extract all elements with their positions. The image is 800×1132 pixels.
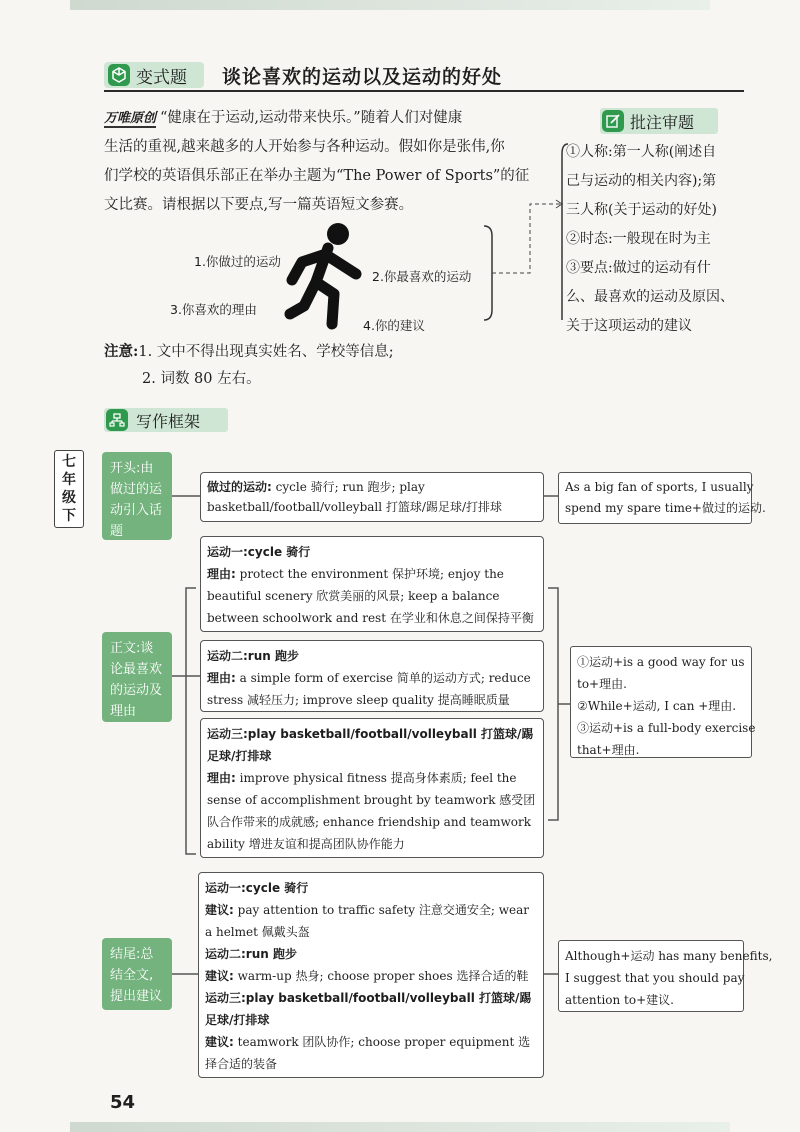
body-item-title: 运动三:play basketball/football/volleyball 打篮球/踢足球/打排球: [207, 727, 534, 763]
structure-icon: [106, 409, 128, 431]
body-item-box: 运动二:run 跑步 理由: a simple form of exercise 简单的运动方式; reduce stress 减轻压力; improve sleep quality 提高睡眠质量: [200, 640, 544, 712]
opening-label: 做过的运动:: [207, 480, 272, 494]
body-item-reason: protect the environment 保护环境; enjoy the beautiful scenery 欣赏美丽的风景; keep a balance between schoolwork and rest 在学业和休息之间保持平衡: [207, 567, 534, 625]
variant-tag-label: 变式题: [136, 67, 187, 88]
brand-mark: 万唯原创: [104, 111, 157, 126]
note-item: 2. 词数 80 左右。: [142, 371, 261, 387]
annotation-line: ①人称:第一人称(阐述自: [566, 144, 717, 160]
ending-expression-box: Although+运动 has many benefits, I suggest that you should pay attention to+建议.: [558, 940, 744, 1012]
framework-title: 写作框架: [136, 411, 201, 431]
opening-box: [200, 472, 544, 522]
ending-box: 运动一:cycle 骑行 建议: pay attention to traffic safety 注意交通安全; wear a helmet 佩戴头盔 运动二:run 跑步 建议: warm-up 热身; choose proper shoes 选择合适的鞋 运动三:play basketball/football/volleyball 打篮球/踢足球/打排球 建议: teamwork 团队协作; choose proper equipment 选择合适的装备: [198, 872, 544, 1078]
body-item-title: 运动二:run 跑步: [207, 649, 299, 663]
annotation-line: 己与运动的相关内容);第: [566, 173, 717, 189]
page-number: 54: [110, 1092, 136, 1113]
body-item-box: 运动一:cycle 骑行 理由: protect the environment 保护环境; enjoy the beautiful scenery 欣赏美丽的风景; keep a balance between schoolwork and rest 在学业和休息之间保持平衡: [200, 536, 544, 632]
ending-item-title: 运动二:run 跑步: [205, 947, 297, 961]
prompt-line: 万唯原创 “健康在于运动,运动带来快乐。”随着人们对健康: [104, 110, 463, 126]
ending-item-text: pay attention to traffic safety 注意交通安全; wear a helmet 佩戴头盔: [205, 903, 529, 939]
notes: [104, 338, 394, 393]
ending-item-title: 运动三:play basketball/football/volleyball 打篮球/踢足球/打排球: [205, 991, 532, 1027]
runner-icon: [286, 222, 366, 332]
ending-item-text: warm-up 热身; choose proper shoes 选择合适的鞋: [237, 969, 529, 983]
notes-label: 注意:: [104, 343, 139, 360]
annotation-line: 三人称(关于运动的好处): [566, 202, 717, 218]
ending-tag: 结尾:总结全文,提出建议: [102, 938, 172, 1010]
bottom-decor-bar: [70, 1122, 730, 1132]
opening-expression-box: As a big fan of sports, I usually spend my spare time+做过的运动.: [558, 472, 752, 524]
prompt-line: 们学校的英语俱乐部正在举办主题为“The Power of Sports”的征: [104, 168, 530, 184]
opening-tag: 开头:由做过的运动引入话题: [102, 452, 172, 540]
body-item-title: 运动一:cycle 骑行: [207, 545, 311, 559]
figure-label: 1.你做过的运动: [194, 254, 281, 269]
body-item-reason: a simple form of exercise 简单的运动方式; reduce stress 减轻压力; improve sleep quality 提高睡眠质量: [207, 671, 531, 707]
figure-label: 3.你喜欢的理由: [170, 302, 257, 317]
note-item: 1. 文中不得出现真实姓名、学校等信息;: [138, 344, 394, 360]
page-title: 谈论喜欢的运动以及运动的好处: [222, 66, 503, 88]
ending-item-text: teamwork 团队协作; choose proper equipment 选择合适的装备: [205, 1035, 531, 1071]
annotation-line: 么、最喜欢的运动及原因、: [566, 289, 734, 305]
annotation-title: 批注审题: [630, 112, 695, 132]
opening-text: cycle 骑行; run 跑步; play basketball/football/volleyball 打篮球/踢足球/打排球: [207, 480, 502, 514]
body-item-box: 运动三:play basketball/football/volleyball 打篮球/踢足球/打排球 理由: improve physical fitness 提高身体素质; feel the sense of accomplishment brought by teamwork 感受团队合作带来的成就感; enhance friendship and teamwork ability 增进友谊和提高团队协作能力: [200, 718, 544, 858]
annotation-line: ③要点:做过的运动有什: [566, 260, 711, 276]
figure-label: 2.你最喜欢的运动: [372, 269, 472, 284]
figure-label: 4.你的建议: [363, 318, 425, 333]
prompt-line: 生活的重视,越来越多的人开始参与各种运动。假如你是张伟,你: [104, 139, 505, 155]
body-expression-box: ①运动+is a good way for us to+理由. ②While+运动, I can +理由. ③运动+is a full-body exercise that+理由.: [570, 646, 752, 758]
grade-tab: 七 年 级 下: [54, 450, 84, 528]
body-tag: 正文:谈论最喜欢的运动及理由: [102, 632, 172, 722]
ending-item-title: 运动一:cycle 骑行: [205, 881, 309, 895]
framework-tag: [104, 408, 228, 432]
prompt-figure-lines: [0, 0, 800, 340]
annotation-line: ②时态:一般现在时为主: [566, 231, 711, 247]
body-item-reason: improve physical fitness 提高身体素质; feel the sense of accomplishment brought by teamwork 感受团队合作带来的成就感; enhance friendship and teamwork ability 增进友谊和提高团队协作能力: [207, 771, 536, 851]
annotation-line: 关于这项运动的建议: [566, 318, 692, 334]
prompt-line: 文比赛。请根据以下要点,写一篇英语短文参赛。: [104, 197, 414, 213]
